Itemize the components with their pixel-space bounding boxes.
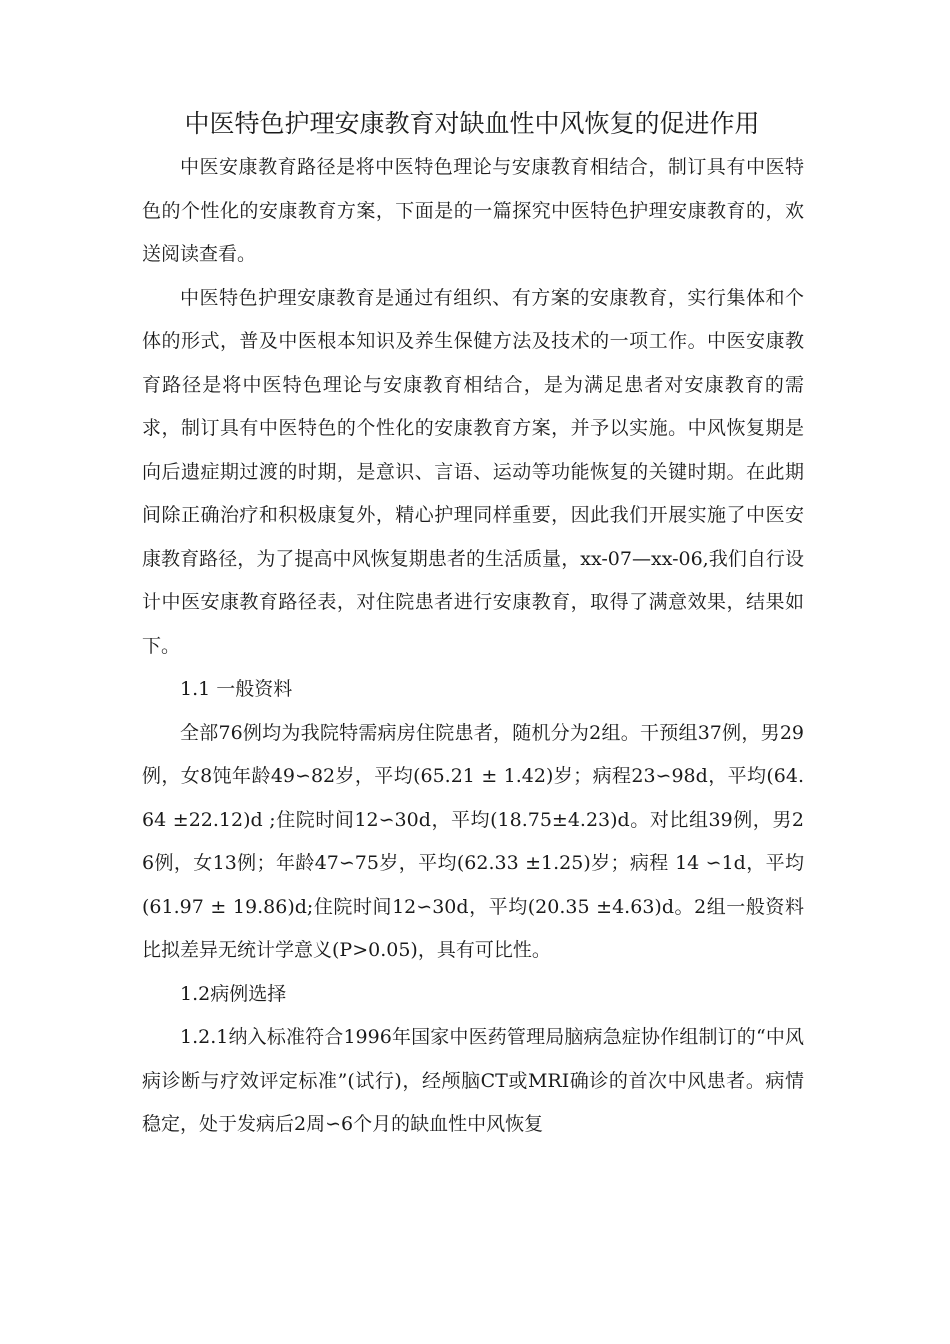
general-data-paragraph: 全部76例均为我院特需病房住院患者，随机分为2组。干预组37例，男29例，女8饨年龄49∽82岁，平均(65.21 ± 1.42)岁；病程23∽98d，平均(64.64 ±22.12)d ;住院时间12∽30d，平均(18.75±4.23)d。对比组39例，男26例，女13例；年龄47∽75岁，平均(62.33 ±1.25)岁；病程 14 ∽1d，平均(61.97 ± 19.86)d;住院时间12∽30d，平均(20.35 ±4.63)d。2组一般资料比拟差异无统计学意义(P>0.05)，具有可比性。 <box>142 721 804 961</box>
inclusion-criteria-paragraph: 1.2.1纳入标准符合1996年国家中医药管理局脑病急症协作组制订的“中风病诊断与疗效评定标准”(试行)，经颅脑CT或MRI确诊的首次中风患者。病情稳定，处于发病后2周∽6个月的缺血性中风恢复 <box>142 1026 804 1135</box>
section-heading-1-1: 1.1 一般资料 <box>180 678 293 700</box>
intro-paragraph: 中医安康教育路径是将中医特色理论与安康教育相结合，制订具有中医特色的个性化的安康教育方案，下面是的一篇探究中医特色护理安康教育的，欢送阅读查看。 <box>142 156 804 265</box>
section-heading-1-2: 1.2病例选择 <box>180 982 287 1005</box>
document-body <box>142 146 804 1147</box>
body-paragraph: 中医特色护理安康教育是通过有组织、有方案的安康教育，实行集体和个体的形式，普及中医根本知识及养生保健方法及技术的一项工作。中医安康教育路径是将中医特色理论与安康教育相结合，是为满足患者对安康教育的需求，制订具有中医特色的个性化的安康教育方案，并予以实施。中风恢复期是向后遗症期过渡的时期，是意识、言语、运动等功能恢复的关键时期。在此期间除正确治疗和积极康复外，精心护理同样重要，因此我们开展实施了中医安康教育路径，为了提高中风恢复期患者的生活质量，xx-07—xx-06,我们自行设计中医安康教育路径表，对住院患者进行安康教育，取得了满意效果，结果如下。 <box>142 286 804 657</box>
document-title: 中医特色护理安康教育对缺血性中风恢复的促进作用 <box>184 109 760 138</box>
